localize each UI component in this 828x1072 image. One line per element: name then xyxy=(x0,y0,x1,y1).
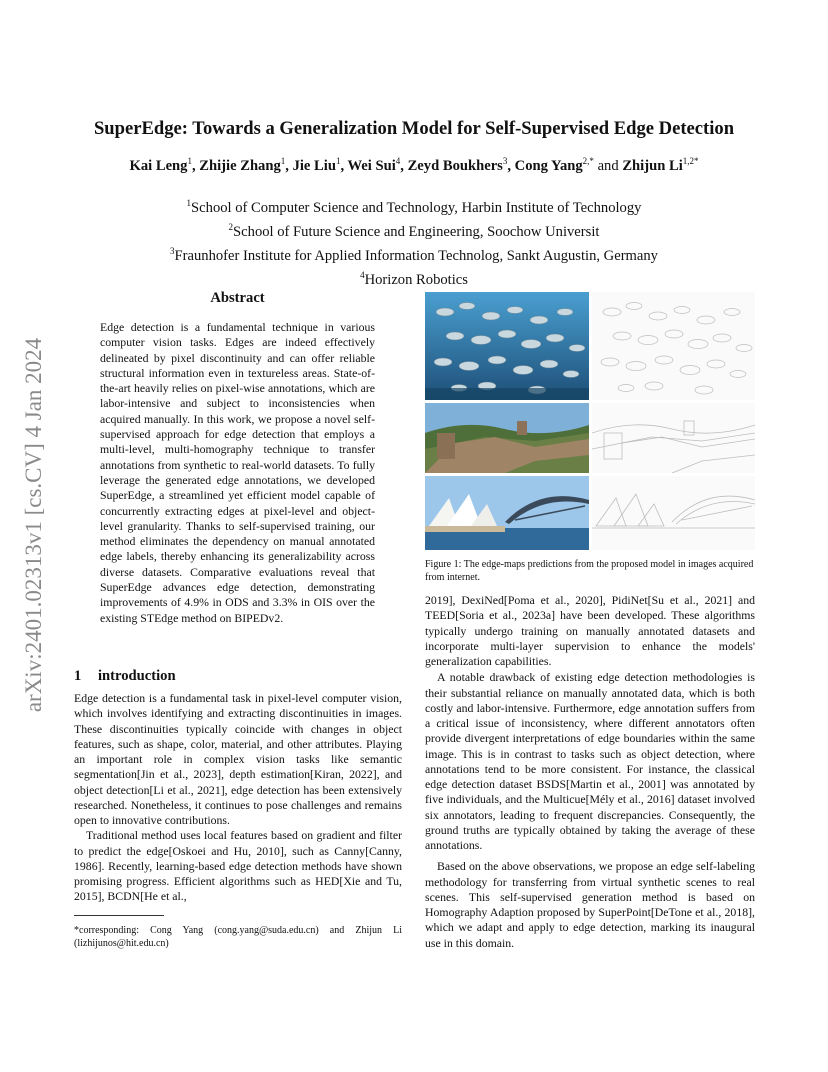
affiliation xyxy=(60,266,768,290)
author-affiliation-mark: 1 xyxy=(280,156,286,166)
figure-caption: Figure 1: The edge-maps predictions from the proposed model in images acquired from internet. xyxy=(425,559,754,583)
author-affiliation-mark: 1,2* xyxy=(682,156,699,166)
arxiv-identifier xyxy=(14,300,54,750)
affiliation xyxy=(60,242,768,266)
affiliation-mark: 1 xyxy=(186,198,192,208)
affiliation-mark: 2 xyxy=(228,222,234,233)
arxiv-identifier-text: arXiv:2401.02313v1 [cs.CV] 4 Jan 2024 xyxy=(21,337,46,713)
abstract-heading: Abstract xyxy=(210,290,265,306)
great-wall-photo xyxy=(425,403,589,473)
author-name: Cong Yang xyxy=(514,157,583,174)
author-affiliation-mark: 3 xyxy=(502,156,508,166)
section-number: 1 xyxy=(74,668,82,684)
author-name: Zeyd Boukhers xyxy=(407,157,503,174)
affiliation xyxy=(60,194,768,218)
author-affiliation-mark: 2,* xyxy=(582,156,594,166)
footnote-rule xyxy=(74,915,164,916)
affiliation-list xyxy=(60,194,768,290)
author-affiliation-mark: 4 xyxy=(395,156,401,166)
figure-1 xyxy=(425,292,755,550)
opera-house-photo xyxy=(425,476,589,550)
author-list: Kai Leng$^1$, Zhijie Zhang$^1$, Jie Liu$^1$, Wei Sui$^4$, Zeyd Boukhers$^3$, Cong Yang$^{2,*}$ and Zhijun $Li^{1,2*}$ xyxy=(129,156,699,174)
author-affiliation-mark: 1 xyxy=(335,156,341,166)
footnote: *corresponding: Cong Yang (cong.yang@suda.edu.cn) and Zhijun Li (lizhijunos@hit.edu.cn) xyxy=(74,925,402,949)
author-name: Kai Leng xyxy=(129,157,188,174)
author-name: Jie Liu xyxy=(292,157,336,174)
affiliation xyxy=(60,218,768,242)
author-affiliation-mark: 1 xyxy=(187,156,192,166)
affiliation-text: Fraunhofer Institute for Applied Information Technolog, Sankt Augustin, Germany xyxy=(174,247,658,264)
affiliation-text: School of Future Science and Engineering, Soochow Universit xyxy=(233,223,600,240)
section-heading xyxy=(74,668,394,685)
body-paragraph: Edge detection is a fundamental task in pixel-level computer vision, which involves identifying and extracting discontinuities in images. These discontinuities typically coincide with changes in object features, such as shape, color, material, and other attributes. Playing an important role in complex vision tasks like semantic segmentation[Jin et al., 2023], depth estimation[Kiran, 2022], and object detection[Li et al., 2021], edge detection has been extensively researched. Nonetheless, it continues to pose challenges and remains open to innovative contributions. xyxy=(74,691,402,827)
right-column-body xyxy=(425,593,755,951)
body-paragraph: Traditional method uses local features based on gradient and filter to predict the edge[Oskoei and Hu, 2010], such as Canny[Canny, 1986]. Recently, learning-based edge detection methods have shown promising progress. Efficient algorithms such as HED[Xie and Tu, 2015], BCDN[He et al., xyxy=(74,828,402,904)
section-title: introduction xyxy=(98,668,176,684)
abstract-body: Edge detection is a fundamental technique in various computer vision tasks. Edges are indeed effectively delineated by pixel discontinuity and can offer reliable structural information even in textureless areas. State-of-the-art heavily relies on pixel-wise annotations, which are labor-intensive and subject to inconsistencies when acquired manually. In this work, we propose a novel self-supervised approach for edge detection that employs a multi-level, multi-homography technique to transfer annotations from synthetic to real-world datasets. To fully leverage the generated edge annotations, we developed SuperEdge, a streamlined yet efficient model capable of concurrently extracting edges at pixel-level and object-level granularity. Thanks to self-supervised training, our method eliminates the dependency on manual annotated edge labels, thereby enhancing its generalizability across diverse datasets. Comparative evaluations reveal that SuperEdge advances edge detection, demonstrating improvements of 4.9% in ODS and 3.3% in OIS over the existing STEdge method on BIPEDv2. xyxy=(100,320,375,625)
body-paragraph: 2019], DexiNed[Poma et al., 2020], PidiNet[Su et al., 2021] and TEED[Soria et al., 2023a] have been developed. These algorithms typically undergo training on manually annotated datasets and incorporate multi-layer supervision to enhance the models' generalization capabilities. xyxy=(425,593,755,668)
body-paragraph: Based on the above observations, we propose an edge self-labeling methodology for transferring from virtual synthetic scenes to real scenes. This self-supervised generation method is based on Homography Adaption proposed by SuperPoint[DeTone et al., 2018], which we adapt and apply to edge detection, marking its inaugural use in this domain. xyxy=(425,859,755,950)
fish-edge-map xyxy=(592,292,755,400)
author-name: Zhijie Zhang xyxy=(199,157,281,174)
body-paragraph: A notable drawback of existing edge detection methodologies is their substantial reliance on manually annotated data, which is both costly and labor-intensive. Furthermore, edge annotation suffers from a critical issue of inconsistency, where different annotators often provide divergent interpretations of edge boundaries within the same image. This is in contrast to tasks such as object detection, where annotations tend to be more consistent. For instance, the classical edge detection dataset BSDS[Martin et al., 2001] was annotated by five individuals, and the Multicue[Mély et al., 2016] dataset involved six annotators, leading to frequent discrepancies. Consequently, the ground truths are typically obtained by taking the average of these annotations. xyxy=(425,670,755,852)
affiliation-text: Horizon Robotics xyxy=(364,272,468,289)
author-name: Zhijun Li xyxy=(622,157,683,174)
affiliation-mark: 3 xyxy=(170,246,175,257)
paper-title: SuperEdge: Towards a Generalization Model for Self-Supervised Edge Detection xyxy=(93,118,735,139)
opera-house-edge-map xyxy=(592,476,755,550)
left-column-body xyxy=(74,691,402,905)
fish-photo xyxy=(425,292,589,400)
author-conjunction: and xyxy=(597,157,619,174)
affiliation-mark: 4 xyxy=(360,270,365,281)
great-wall-edge-map xyxy=(592,403,755,473)
affiliation-text: School of Computer Science and Technology, Harbin Institute of Technology xyxy=(191,199,642,216)
author-name: Wei Sui xyxy=(347,157,396,174)
